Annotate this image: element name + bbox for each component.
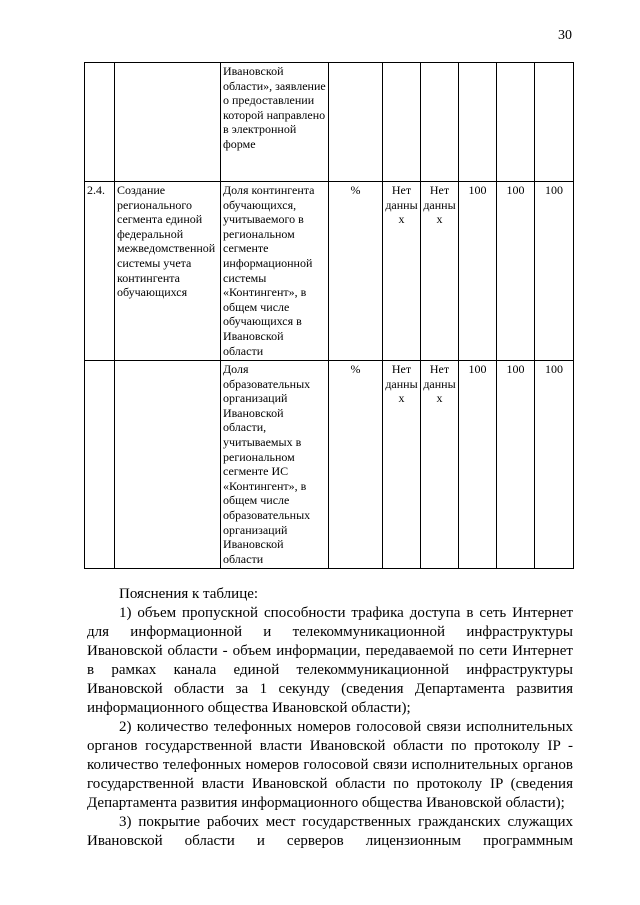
value-cell: 100 bbox=[535, 182, 574, 361]
value-cell: Нет данных bbox=[421, 361, 459, 569]
value-cell: Нет данных bbox=[383, 182, 421, 361]
value-cell bbox=[459, 63, 497, 182]
row-number-cell: 2.4. bbox=[85, 182, 115, 361]
row-number-cell bbox=[85, 63, 115, 182]
indicator-cell: Ивановской области», заявление о предоставлении которой направлено в электронной форме bbox=[221, 63, 329, 182]
event-name-cell bbox=[115, 361, 221, 569]
note-item-1: 1) объем пропускной способности трафика доступа в сеть Интернет для информационной и телекоммуникационной инфраструктуры Ивановской области - объем информации, передаваемой по сети Интернет в рамках канала единой телекоммуникационной инфраструктуры Ивановской области за 1 секунду (сведения Департамента развития информационного общества Ивановской области); bbox=[87, 605, 573, 716]
value-cell: 100 bbox=[535, 361, 574, 569]
table-row bbox=[85, 63, 574, 182]
value-cell bbox=[383, 63, 421, 182]
value-cell: 100 bbox=[459, 182, 497, 361]
event-name-cell bbox=[115, 63, 221, 182]
indicators-table bbox=[84, 62, 574, 569]
unit-cell: % bbox=[329, 361, 383, 569]
page-number: 30 bbox=[558, 28, 572, 43]
note-item-2: 2) количество телефонных номеров голосовой связи исполнительных органов государственной власти Ивановской области по протоколу IP - количество телефонных номеров голосовой связи исполнительных органов государственной власти Ивановской области по протоколу IP (сведения Департамента развития информационного общества Ивановской области); bbox=[87, 719, 573, 811]
value-cell: 100 bbox=[497, 182, 535, 361]
value-cell bbox=[497, 63, 535, 182]
row-number-cell bbox=[85, 361, 115, 569]
value-cell bbox=[535, 63, 574, 182]
event-name-cell: Создание регионального сегмента единой федеральной межведомственной системы учета контингента обучающихся bbox=[115, 182, 221, 361]
value-cell: 100 bbox=[459, 361, 497, 569]
value-cell: 100 bbox=[497, 361, 535, 569]
indicator-cell: Доля образовательных организаций Ивановской области, учитываемых в региональном сегменте ИС «Контингент», в общем числе образовательных организаций Ивановской области bbox=[221, 361, 329, 569]
note-item-3: 3) покрытие рабочих мест государственных гражданских служащих Ивановской области и серверов лицензионным программным bbox=[87, 814, 573, 849]
value-cell: Нет данных bbox=[383, 361, 421, 569]
table-row bbox=[85, 182, 574, 361]
unit-cell: % bbox=[329, 182, 383, 361]
notes-title: Пояснения к таблице: bbox=[119, 586, 259, 602]
value-cell: Нет данных bbox=[421, 182, 459, 361]
indicator-cell: Доля контингента обучающихся, учитываемого в региональном сегменте информационной системы «Контингент», в общем числе обучающихся в Ивановской области bbox=[221, 182, 329, 361]
unit-cell bbox=[329, 63, 383, 182]
table-notes bbox=[87, 585, 573, 851]
table-row bbox=[85, 361, 574, 569]
value-cell bbox=[421, 63, 459, 182]
